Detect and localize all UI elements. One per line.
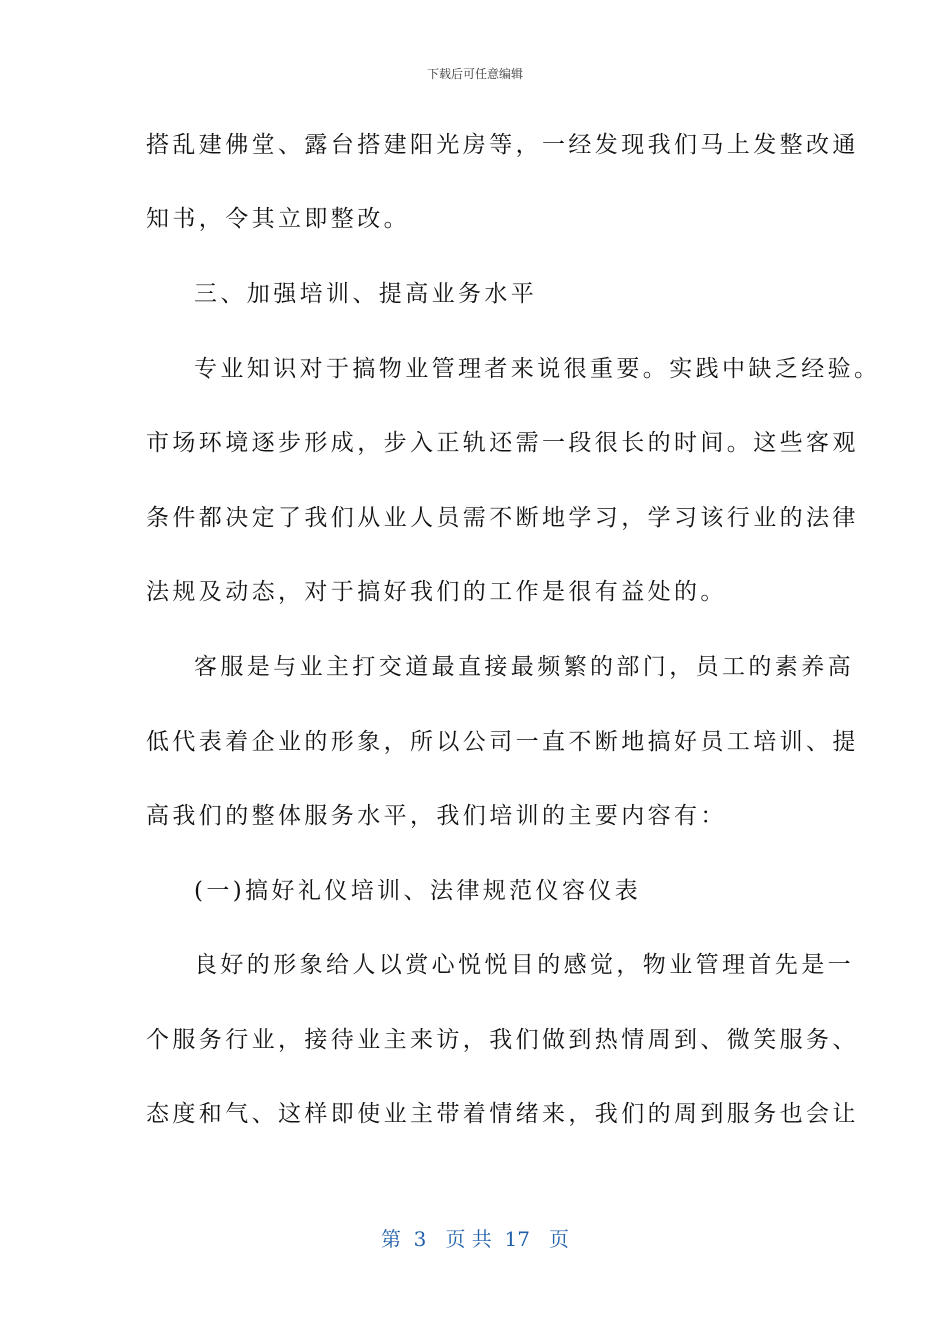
body-line: 搭乱建佛堂、露台搭建阳光房等，一经发现我们马上发整改通 xyxy=(146,132,859,158)
page-number-footer: 第 3 页 共 17 页 xyxy=(380,1227,570,1251)
body-line: 态度和气、这样即使业主带着情绪来，我们的周到服务也会让 xyxy=(146,1101,859,1127)
body-line: 良好的形象给人以赏心悦悦目的感觉，物业管理首先是一 xyxy=(194,952,854,978)
body-line: 专业知识对于搞物业管理者来说很重要。实践中缺乏经验。 xyxy=(194,356,881,382)
body-line: 个服务行业，接待业主来访，我们做到热情周到、微笑服务、 xyxy=(146,1027,859,1053)
body-line: 低代表着企业的形象，所以公司一直不断地搞好员工培训、提 xyxy=(146,729,859,755)
body-line: 市场环境逐步形成，步入正轨还需一段很长的时间。这些客观 xyxy=(146,430,859,456)
body-line: 高我们的整体服务水平，我们培训的主要内容有： xyxy=(146,803,727,829)
body-line: 知书，令其立即整改。 xyxy=(146,206,410,232)
page-header: 下载后可任意编辑 xyxy=(426,67,523,81)
subsection-heading: (一)搞好礼仪培训、法律规范仪容仪表 xyxy=(194,878,642,904)
body-line: 法规及动态，对于搞好我们的工作是很有益处的。 xyxy=(146,579,727,605)
body-line: 条件都决定了我们从业人员需不断地学习，学习该行业的法律 xyxy=(146,505,859,531)
body-line: 客服是与业主打交道最直接最频繁的部门，员工的素养高 xyxy=(194,654,854,680)
section-heading: 三、加强培训、提高业务水平 xyxy=(194,281,538,307)
